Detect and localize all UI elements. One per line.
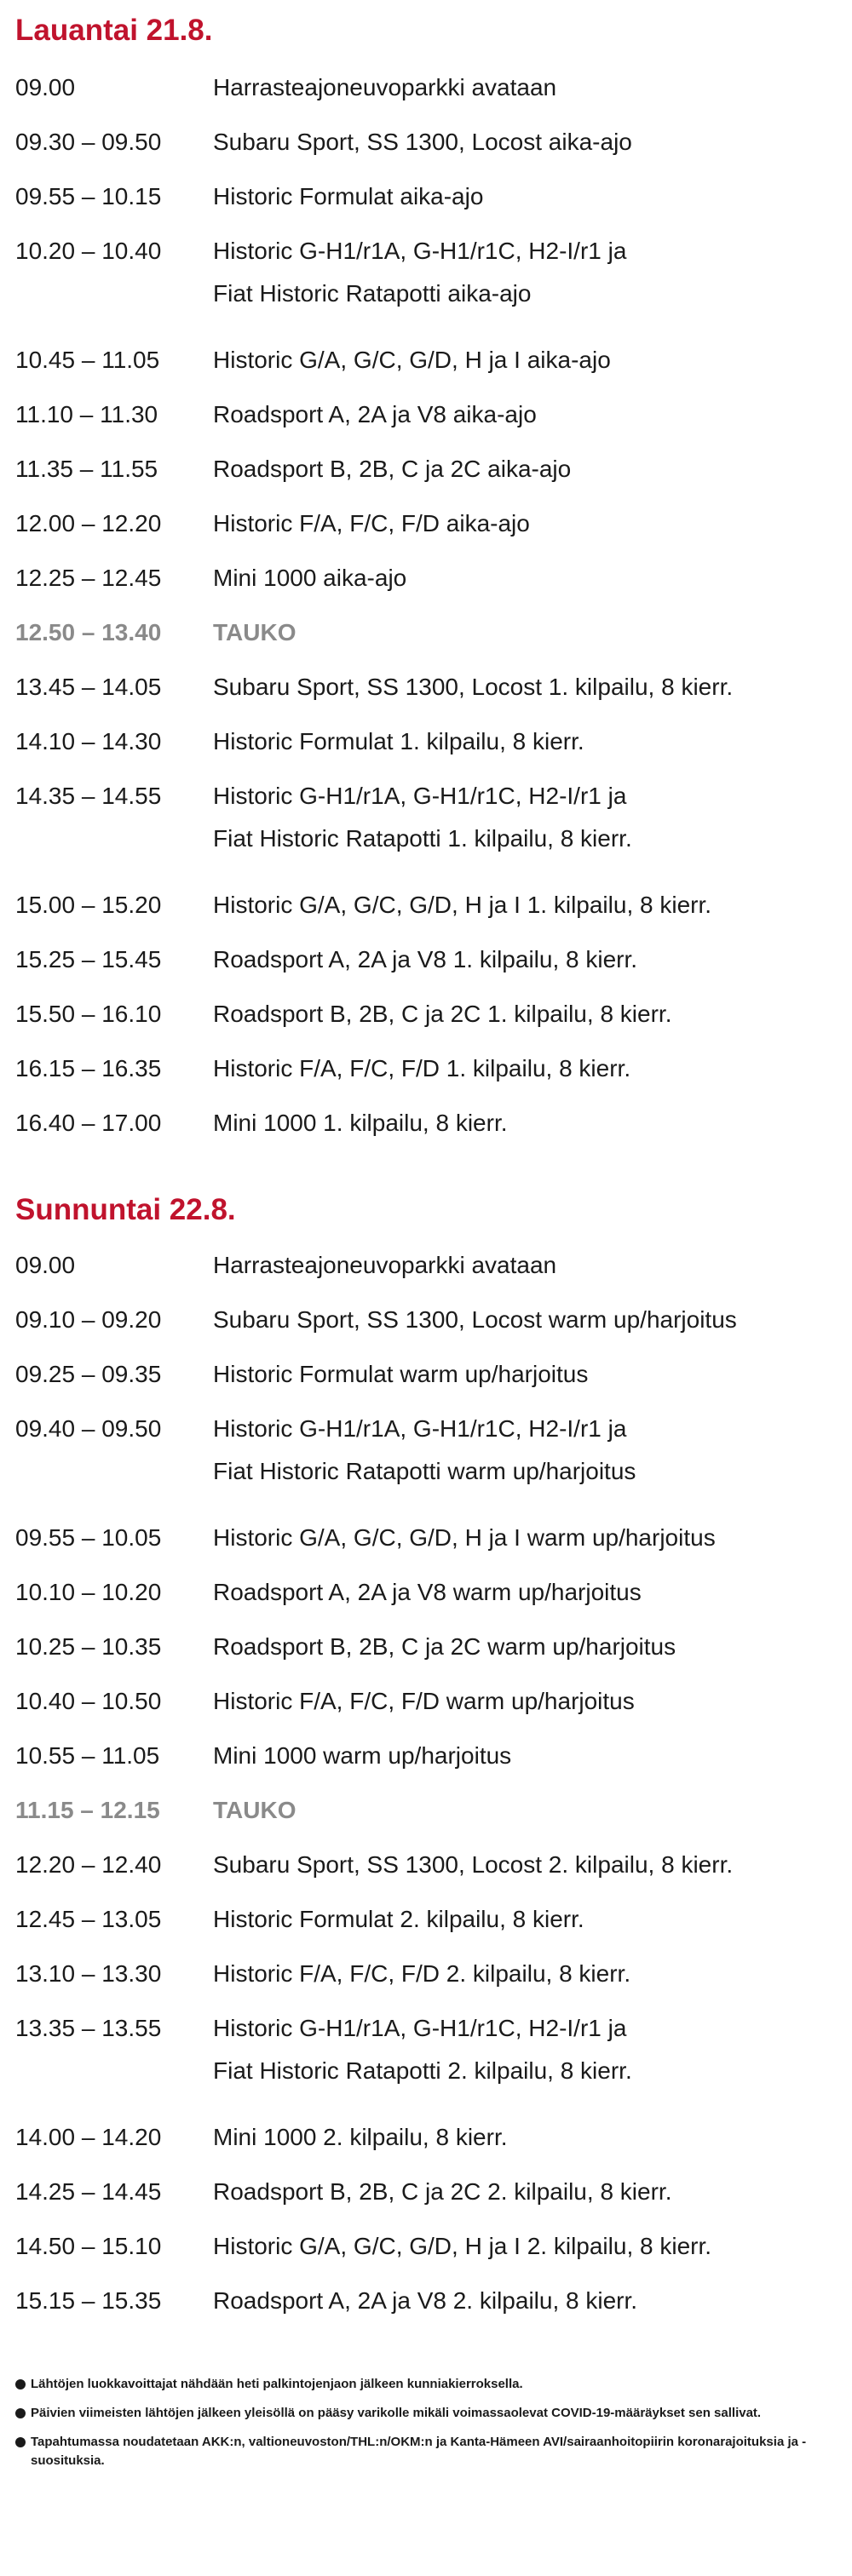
row-event <box>213 2116 837 2159</box>
row-time: 14.35 – 14.55 <box>15 783 162 809</box>
row-time: 15.25 – 15.45 <box>15 946 162 972</box>
schedule-row <box>15 938 837 981</box>
row-time: 09.55 – 10.05 <box>15 1524 162 1551</box>
row-event <box>213 448 837 491</box>
row-event <box>213 1517 837 1559</box>
schedule-row <box>15 993 837 1036</box>
schedule-row <box>15 666 837 709</box>
event-line: Subaru Sport, SS 1300, Locost warm up/harjoitus <box>213 1306 737 1333</box>
schedule-row <box>15 1102 837 1145</box>
row-event <box>213 2007 837 2092</box>
row-time: 14.00 – 14.20 <box>15 2124 162 2150</box>
row-time: 15.50 – 16.10 <box>15 1001 162 1027</box>
schedule-row <box>15 2280 837 2322</box>
break-row <box>15 611 837 654</box>
row-event <box>213 1102 837 1145</box>
event-line: Roadsport A, 2A ja V8 aika-ajo <box>213 401 537 427</box>
row-event <box>213 1844 837 1886</box>
row-event <box>213 938 837 981</box>
row-event <box>213 1047 837 1090</box>
schedule-row <box>15 884 837 927</box>
row-event <box>213 1680 837 1723</box>
row-time: 12.25 – 12.45 <box>15 565 162 591</box>
row-time: 13.35 – 13.55 <box>15 2015 162 2041</box>
event-line: Roadsport B, 2B, C ja 2C 2. kilpailu, 8 kierr. <box>213 2178 672 2205</box>
event-line: Historic G-H1/r1A, G-H1/r1C, H2-I/r1 ja <box>213 783 627 809</box>
bullet-icon <box>15 2437 26 2447</box>
event-line: TAUKO <box>213 619 296 645</box>
event-line: Historic Formulat warm up/harjoitus <box>213 1361 589 1387</box>
row-time: 13.45 – 14.05 <box>15 674 162 700</box>
event-line: Fiat Historic Ratapotti 1. kilpailu, 8 kierr. <box>213 825 632 852</box>
row-time: 09.55 – 10.15 <box>15 183 162 209</box>
event-line: Mini 1000 aika-ajo <box>213 565 407 591</box>
schedule-row <box>15 720 837 763</box>
row-event <box>213 2171 837 2213</box>
schedule-row <box>15 66 837 109</box>
event-line: Historic G-H1/r1A, G-H1/r1C, H2-I/r1 ja <box>213 2015 627 2041</box>
event-line: Subaru Sport, SS 1300, Locost aika-ajo <box>213 129 632 155</box>
row-time: 10.40 – 10.50 <box>15 1688 162 1714</box>
row-time: 14.10 – 14.30 <box>15 728 162 754</box>
row-time: 15.15 – 15.35 <box>15 2287 162 2314</box>
schedule-row <box>15 1517 837 1559</box>
row-time: 16.15 – 16.35 <box>15 1055 162 1081</box>
row-event <box>213 2280 837 2322</box>
event-line: Fiat Historic Ratapotti aika-ajo <box>213 280 532 307</box>
row-time: 15.00 – 15.20 <box>15 892 162 918</box>
event-line: Mini 1000 warm up/harjoitus <box>213 1742 512 1769</box>
event-line: Roadsport A, 2A ja V8 2. kilpailu, 8 kierr. <box>213 2287 638 2314</box>
note-item <box>15 2375 837 2394</box>
row-event <box>213 1898 837 1941</box>
row-event <box>213 2225 837 2268</box>
row-event <box>213 775 837 860</box>
schedule-row <box>15 1408 837 1493</box>
row-time: 09.30 – 09.50 <box>15 129 162 155</box>
event-line: Historic F/A, F/C, F/D 1. kilpailu, 8 kierr. <box>213 1055 631 1081</box>
row-event <box>213 1953 837 1995</box>
row-time: 10.55 – 11.05 <box>15 1742 160 1769</box>
schedule-row <box>15 1626 837 1668</box>
row-event <box>213 339 837 382</box>
row-event <box>213 393 837 436</box>
sunday-schedule <box>15 1244 837 2322</box>
saturday-schedule <box>15 66 837 1145</box>
event-line: Harrasteajoneuvoparkki avataan <box>213 1252 557 1278</box>
event-line: Historic Formulat 2. kilpailu, 8 kierr. <box>213 1906 584 1932</box>
saturday-title: Lauantai 21.8. <box>15 14 213 47</box>
schedule-row <box>15 2007 837 2092</box>
row-time: 09.25 – 09.35 <box>15 1361 162 1387</box>
row-time: 10.10 – 10.20 <box>15 1579 162 1605</box>
row-time: 10.45 – 11.05 <box>15 347 160 373</box>
row-event <box>213 121 837 164</box>
schedule-row <box>15 2116 837 2159</box>
bullet-icon <box>15 2408 26 2418</box>
schedule-row <box>15 502 837 545</box>
row-event <box>213 666 837 709</box>
schedule-row <box>15 393 837 436</box>
row-event <box>213 611 837 654</box>
event-line: Historic F/A, F/C, F/D 2. kilpailu, 8 kierr. <box>213 1960 631 1987</box>
row-time: 11.15 – 12.15 <box>15 1797 160 1823</box>
event-line: Historic G/A, G/C, G/D, H ja I aika-ajo <box>213 347 611 373</box>
row-time: 12.50 – 13.40 <box>15 619 162 645</box>
row-time: 16.40 – 17.00 <box>15 1110 162 1136</box>
schedule-row <box>15 557 837 600</box>
row-event <box>213 1353 837 1396</box>
row-time: 14.50 – 15.10 <box>15 2233 162 2259</box>
schedule-row <box>15 1735 837 1777</box>
event-line: Historic G/A, G/C, G/D, H ja I 1. kilpailu, 8 kierr. <box>213 892 712 918</box>
schedule-row <box>15 175 837 218</box>
event-line: Fiat Historic Ratapotti warm up/harjoitus <box>213 1458 636 1484</box>
row-event <box>213 557 837 600</box>
event-line: Historic Formulat 1. kilpailu, 8 kierr. <box>213 728 584 754</box>
event-line: Historic G-H1/r1A, G-H1/r1C, H2-I/r1 ja <box>213 238 627 264</box>
schedule-row <box>15 1953 837 1995</box>
event-line: Roadsport B, 2B, C ja 2C aika-ajo <box>213 456 572 482</box>
row-event <box>213 1626 837 1668</box>
note-item <box>15 2404 837 2423</box>
row-event <box>213 1789 837 1832</box>
event-line: Historic G/A, G/C, G/D, H ja I warm up/harjoitus <box>213 1524 716 1551</box>
row-time: 10.20 – 10.40 <box>15 238 162 264</box>
row-time: 10.25 – 10.35 <box>15 1633 162 1660</box>
event-line: Historic G-H1/r1A, G-H1/r1C, H2-I/r1 ja <box>213 1415 627 1442</box>
bullet-icon <box>15 2379 26 2390</box>
schedule-row <box>15 1571 837 1614</box>
note-text: Päivien viimeisten lähtöjen jälkeen yleisöllä on pääsy varikolle mikäli voimassaolevat COVID-19-määräykset sen sallivat. <box>31 2406 762 2420</box>
row-event <box>213 66 837 109</box>
note-item <box>15 2433 837 2470</box>
event-line: Historic F/A, F/C, F/D aika-ajo <box>213 510 530 536</box>
event-line: Mini 1000 2. kilpailu, 8 kierr. <box>213 2124 508 2150</box>
row-time: 12.45 – 13.05 <box>15 1906 162 1932</box>
schedule-row <box>15 1898 837 1941</box>
schedule-row <box>15 1844 837 1886</box>
row-time: 11.10 – 11.30 <box>15 401 158 427</box>
row-event <box>213 1571 837 1614</box>
row-event <box>213 884 837 927</box>
row-event <box>213 1244 837 1287</box>
row-event <box>213 720 837 763</box>
event-line: Subaru Sport, SS 1300, Locost 2. kilpailu, 8 kierr. <box>213 1851 734 1878</box>
row-event <box>213 175 837 218</box>
schedule-row <box>15 121 837 164</box>
sunday-title: Sunnuntai 22.8. <box>15 1193 236 1226</box>
schedule-row <box>15 1353 837 1396</box>
schedule-row <box>15 1244 837 1287</box>
row-time: 11.35 – 11.55 <box>15 456 158 482</box>
row-event <box>213 993 837 1036</box>
schedule-row <box>15 230 837 315</box>
row-event <box>213 502 837 545</box>
schedule-row <box>15 1047 837 1090</box>
event-line: Historic Formulat aika-ajo <box>213 183 484 209</box>
schedule-row <box>15 1299 837 1341</box>
row-time: 13.10 – 13.30 <box>15 1960 162 1987</box>
event-line: Subaru Sport, SS 1300, Locost 1. kilpailu, 8 kierr. <box>213 674 734 700</box>
event-line: TAUKO <box>213 1797 296 1823</box>
row-time: 09.40 – 09.50 <box>15 1415 162 1442</box>
event-line: Fiat Historic Ratapotti 2. kilpailu, 8 kierr. <box>213 2057 632 2084</box>
row-time: 14.25 – 14.45 <box>15 2178 162 2205</box>
event-line: Roadsport A, 2A ja V8 1. kilpailu, 8 kierr. <box>213 946 638 972</box>
row-time: 12.00 – 12.20 <box>15 510 162 536</box>
event-line: Roadsport B, 2B, C ja 2C warm up/harjoitus <box>213 1633 676 1660</box>
notes-list <box>15 2375 837 2470</box>
row-time: 09.00 <box>15 74 76 100</box>
schedule-row <box>15 775 837 860</box>
event-line: Harrasteajoneuvoparkki avataan <box>213 74 557 100</box>
schedule-row <box>15 448 837 491</box>
schedule-row <box>15 339 837 382</box>
row-event <box>213 1735 837 1777</box>
schedule-row <box>15 2171 837 2213</box>
row-event <box>213 1299 837 1341</box>
event-line: Roadsport A, 2A ja V8 warm up/harjoitus <box>213 1579 642 1605</box>
schedule-row <box>15 2225 837 2268</box>
event-line: Mini 1000 1. kilpailu, 8 kierr. <box>213 1110 508 1136</box>
row-time: 09.10 – 09.20 <box>15 1306 162 1333</box>
row-time: 12.20 – 12.40 <box>15 1851 162 1878</box>
break-row <box>15 1789 837 1832</box>
note-text: Tapahtumassa noudatetaan AKK:n, valtioneuvoston/THL:n/OKM:n ja Kanta-Hämeen AVI/sairaanhoitopiirin koronarajoituksia ja -suosituksia. <box>31 2435 807 2468</box>
row-event <box>213 230 837 315</box>
note-text: Lähtöjen luokkavoittajat nähdään heti palkintojenjaon jälkeen kunniakierroksella. <box>31 2377 523 2391</box>
event-line: Roadsport B, 2B, C ja 2C 1. kilpailu, 8 kierr. <box>213 1001 672 1027</box>
row-time: 09.00 <box>15 1252 76 1278</box>
row-event <box>213 1408 837 1493</box>
event-line: Historic F/A, F/C, F/D warm up/harjoitus <box>213 1688 635 1714</box>
event-line: Historic G/A, G/C, G/D, H ja I 2. kilpailu, 8 kierr. <box>213 2233 712 2259</box>
schedule-row <box>15 1680 837 1723</box>
